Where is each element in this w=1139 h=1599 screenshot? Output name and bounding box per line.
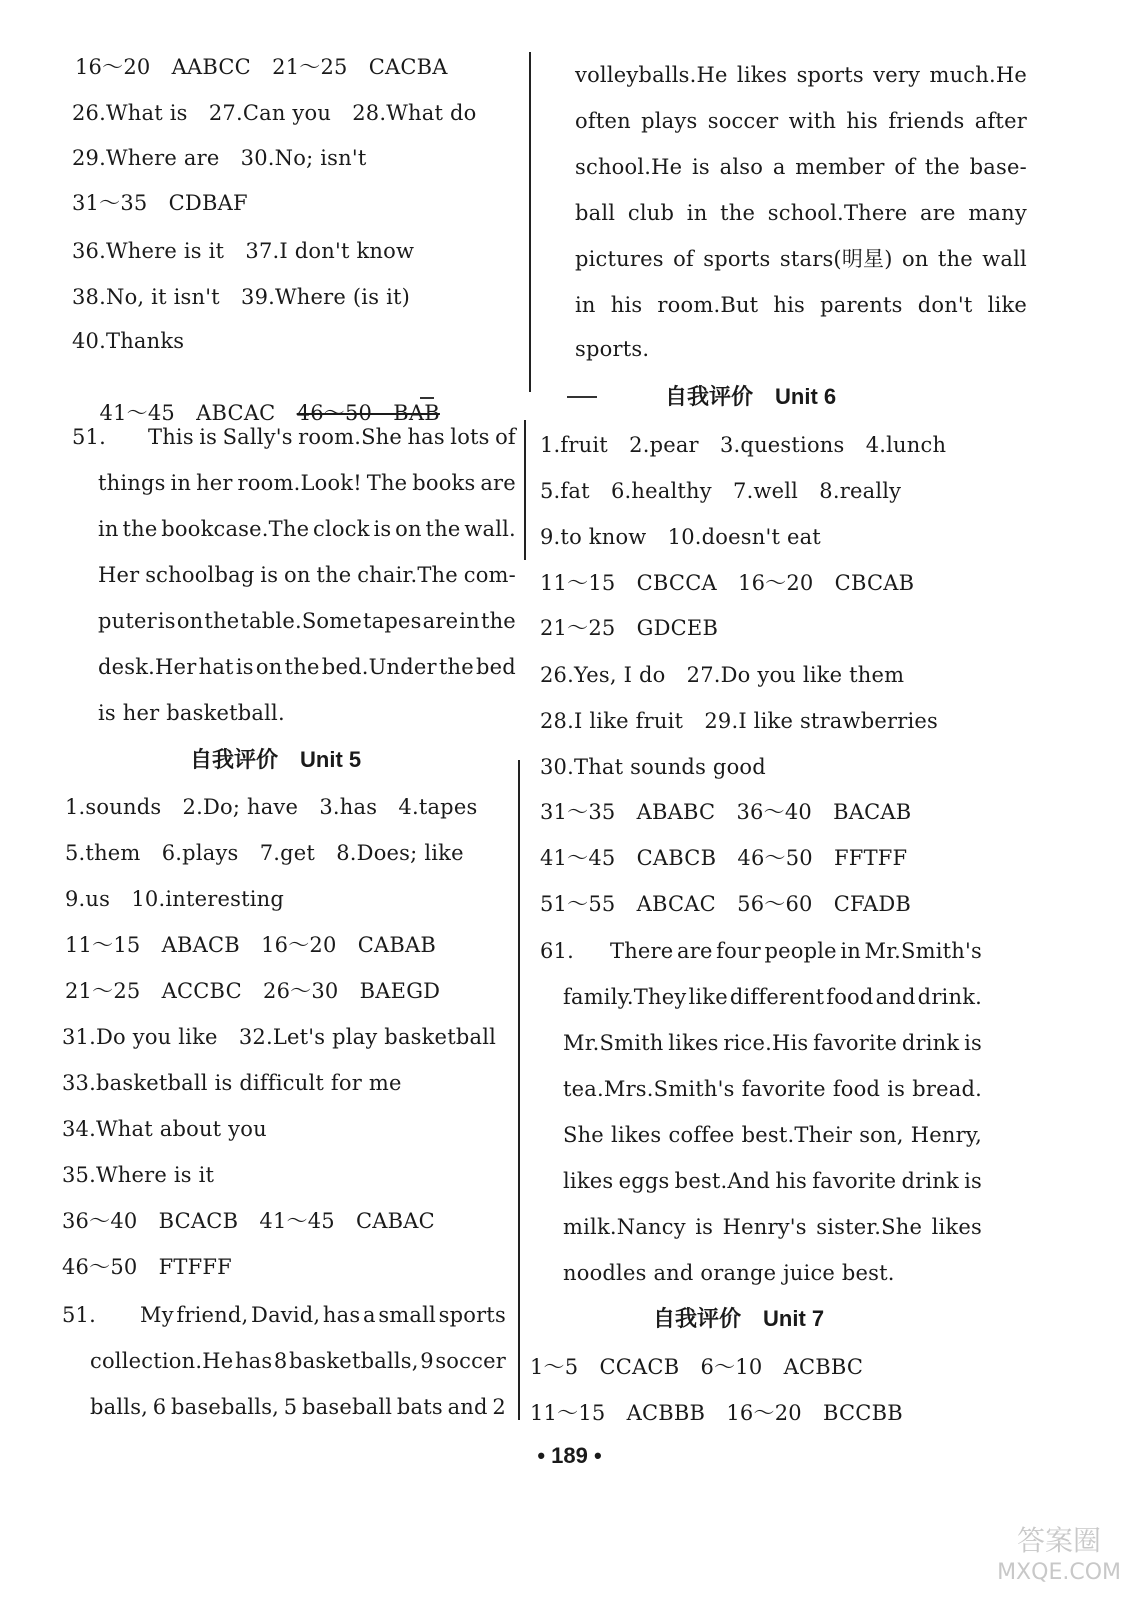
word: likes [736,63,788,87]
dash-mark [567,396,597,398]
answer-line: 33.basketball is difficult for me [62,1071,402,1095]
word: the [425,517,461,541]
word: the [316,563,352,587]
site-watermark: 答案圈 MXQE.COM [997,1524,1121,1585]
word: parents [820,293,903,317]
word: four [716,939,761,963]
unit7-heading: 自我评价 Unit 7 [653,1306,825,1331]
word: the [480,609,516,633]
word: wall [982,247,1027,271]
unit6-heading: 自我评价 Unit 6 [665,384,837,409]
paragraph-number: 51. [72,425,106,449]
answer-line: 36.Where is it 37.I don't know [72,239,415,263]
word: in [840,939,861,963]
word: friends [888,109,965,133]
word: bookcase.The [161,517,310,541]
answer-line: 5.them 6.plays 7.get 8.Does; like [65,841,464,865]
word: member [795,155,885,179]
word: drink. [917,985,982,1009]
word: tea.Mrs.Smith's [563,1077,735,1101]
word: chair.The [357,563,458,587]
word: David, [251,1303,321,1327]
answer-41-45: 41～45 ABCAC [99,401,297,425]
answer-line: 35.Where is it [62,1163,215,1187]
word: base- [969,155,1027,179]
word: is [199,425,218,449]
word: balls, [90,1395,149,1419]
answer-line: 30.That sounds good [540,755,766,779]
passage-line [575,292,1027,318]
word: is [964,1031,982,1055]
word: She [563,1123,604,1147]
answer-line: 34.What about you [62,1117,267,1141]
passage-line [98,470,516,496]
passage-line [563,1076,982,1102]
word: likes [563,1169,614,1193]
word: bed [476,655,516,679]
passage-line: sports. [575,337,650,361]
word: has [407,425,445,449]
answer-line: 28.I like fruit 29.I like strawberries [540,709,938,733]
answer-line: 41～45 CABCB 46～50 FFTFF [540,846,908,870]
word: his [610,293,643,317]
word: is [887,1077,906,1101]
word: on [901,247,929,271]
passage-line [148,424,516,450]
word: and [447,1395,488,1419]
word: has [322,1303,361,1327]
word: room.Look! [237,471,362,495]
answer-line: 11～15 CBCCA 16～20 CBCAB [540,571,915,595]
word: Henry, [910,1123,982,1147]
column-divider [529,52,531,392]
answer-46-50-struck: 46～50 BAB [296,401,440,425]
word: in [575,293,596,317]
word: sister.She [816,1215,923,1239]
word: friend, [176,1303,249,1327]
word: a [772,155,786,179]
word: son, [859,1123,904,1147]
word: room.But [657,293,759,317]
passage-line [610,938,982,964]
paragraph-number: 61. [540,939,574,963]
word: of [495,425,516,449]
answer-line: 11～15 ABACB 16～20 CABAB [65,933,437,957]
word: much.He [929,63,1027,87]
word: bread. [912,1077,982,1101]
word: on [176,609,204,633]
answer-line: 40.Thanks [72,329,185,353]
word: baseball [302,1395,393,1419]
word: milk.Nancy [563,1215,686,1239]
word: people [764,939,837,963]
answer-line: 29.Where are 30.No; isn't [72,146,367,170]
word: sports [796,63,864,87]
word: are [676,939,713,963]
word: books [412,471,476,495]
answer-line: 1.sounds 2.Do; have 3.has 4.tapes [65,795,478,819]
word: the [284,655,320,679]
word: puter [98,609,157,633]
word: coffee [668,1123,735,1147]
word: is [157,609,176,633]
word: don't [917,293,973,317]
word: also [719,155,764,179]
word: the [204,609,240,633]
word: drink [901,1169,959,1193]
word: with [788,109,837,133]
word: different [729,985,825,1009]
word: ball [575,201,616,225]
answer-line: 16～20 AABCC 21～25 CACBA [75,55,448,79]
word: in [98,517,119,541]
passage-line: is her basketball. [98,701,285,725]
word: drink [901,1031,960,1055]
answer-line: 31～35 CDBAF [72,191,248,215]
word: like [987,293,1027,317]
answer-line: 9.to know 10.doesn't eat [540,525,821,549]
word: The [366,471,408,495]
word: plays [641,109,698,133]
answer-line: 1～5 CCACB 6～10 ACBBC [530,1355,864,1379]
paragraph-number: 51. [62,1303,96,1327]
word: rice.His [723,1031,809,1055]
word: Henry's [722,1215,807,1239]
word: family.They [563,985,687,1009]
word: lots [450,425,490,449]
word: the [924,155,960,179]
word: schoolbag [145,563,255,587]
word: Mr.Smith [563,1031,664,1055]
passage-line: noodles and orange juice best. [563,1261,895,1285]
word: on [255,655,283,679]
word: sports [438,1303,506,1327]
word: many [968,201,1027,225]
word: hat [198,655,234,679]
word: desk.Her [98,655,197,679]
word: sports [703,247,771,271]
word: his [773,293,806,317]
passage-line [563,1214,982,1240]
word: wall. [464,517,516,541]
passage-line [98,516,516,542]
word: clock [313,517,370,541]
word: very [873,63,921,87]
word: Sally's [222,425,293,449]
word: in [686,201,708,225]
unit5-heading: 自我评价 Unit 5 [190,747,362,772]
passage-line [90,1394,506,1420]
word: and [875,985,916,1009]
word: My [140,1303,174,1327]
dash-mark [420,397,434,399]
word: are [422,609,459,633]
answer-line: 21～25 GDCEB [540,616,719,640]
word: after [974,109,1027,133]
word: room.She [298,425,403,449]
word: favorite [812,1169,897,1193]
word: collection.He [90,1349,234,1373]
word: in [170,471,192,495]
passage-line [563,984,982,1010]
passage-line [575,246,1027,272]
word: table.Some [240,609,363,633]
word: are [480,471,516,495]
word: food [832,1077,881,1101]
word: often [575,109,631,133]
word: of [673,247,694,271]
word: his [775,1169,807,1193]
word: bats [396,1395,443,1419]
word: school.He [575,155,683,179]
word: are [920,201,956,225]
answer-line: 5.fat 6.healthy 7.well 8.really [540,479,902,503]
answer-line: 11～15 ACBBB 16～20 BCCBB [530,1401,903,1425]
passage-line [98,562,516,588]
word: has [234,1349,273,1373]
passage-line [98,608,516,634]
word: favorite [741,1077,826,1101]
word: best.Their [741,1123,853,1147]
answer-line: 26.What is 27.Can you 28.What do [72,101,477,125]
word: stars(明星) [779,247,893,271]
page-number: • 189 • [537,1443,602,1468]
word: 9 [420,1349,434,1373]
word: favorite [813,1031,898,1055]
word: soccer [707,109,779,133]
word: There [610,939,674,963]
passage-line [563,1030,982,1056]
passage-line [575,200,1027,226]
word: things [98,471,166,495]
word: is [373,517,392,541]
word: bed.Under [321,655,437,679]
word: her [196,471,233,495]
word: best.And [674,1169,771,1193]
answer-line: 1.fruit 2.pear 3.questions 4.lunch [540,433,947,457]
word: on [284,563,311,587]
passage-line [575,62,1027,88]
word: Mr.Smith's [864,939,982,963]
word: soccer [435,1349,506,1373]
word: in [459,609,480,633]
column-divider [518,760,520,1420]
word: This [148,425,194,449]
word: 2 [492,1395,506,1419]
answer-line: 46～50 FTFFF [62,1255,232,1279]
word: on [395,517,422,541]
word: of [894,155,916,179]
word: club [627,201,675,225]
passage-line [563,1122,982,1148]
word: is [964,1169,982,1193]
word: 6 [152,1395,167,1419]
passage-line [575,154,1027,180]
word: volleyballs.He [575,63,728,87]
answer-line: 31.Do you like 32.Let's play basketball [62,1025,497,1049]
answer-line: 38.No, it isn't 39.Where (is it) [72,285,411,309]
passage-line [140,1302,506,1328]
word: school.There [767,201,908,225]
word: like [688,985,728,1009]
answer-line: 51～55 ABCAC 56～60 CFADB [540,892,912,916]
word: the [720,201,756,225]
word: the [937,247,973,271]
word: pictures [575,247,664,271]
word: is [695,1215,714,1239]
word: small [378,1303,436,1327]
answer-line: 31～35 ABABC 36～40 BACAB [540,800,912,824]
word: is [260,563,279,587]
word: the [122,517,158,541]
passage-line [575,108,1027,134]
word: Her [98,563,140,587]
word: a [362,1303,376,1327]
word: com- [463,563,516,587]
column-divider [524,420,526,560]
word: tapes [363,609,422,633]
answer-line: 26.Yes, I do 27.Do you like them [540,663,905,687]
word: eggs [618,1169,670,1193]
word: 8 [273,1349,288,1373]
answer-line: 21～25 ACCBC 26～30 BAEGD [65,979,441,1003]
word: likes [668,1031,719,1055]
word: likes [931,1215,982,1239]
word: 5 [283,1395,298,1419]
word: likes [611,1123,662,1147]
passage-line [98,654,516,680]
word: is [692,155,710,179]
passage-line [90,1348,506,1374]
answer-line: 36～40 BCACB 41～45 CABAC [62,1209,435,1233]
word: is [235,655,254,679]
answer-line: 9.us 10.interesting [65,887,285,911]
word: baseballs, [171,1395,280,1419]
word: the [438,655,474,679]
word: food [826,985,874,1009]
word: his [846,109,879,133]
word: basketballs, [289,1349,419,1373]
passage-line [563,1168,982,1194]
